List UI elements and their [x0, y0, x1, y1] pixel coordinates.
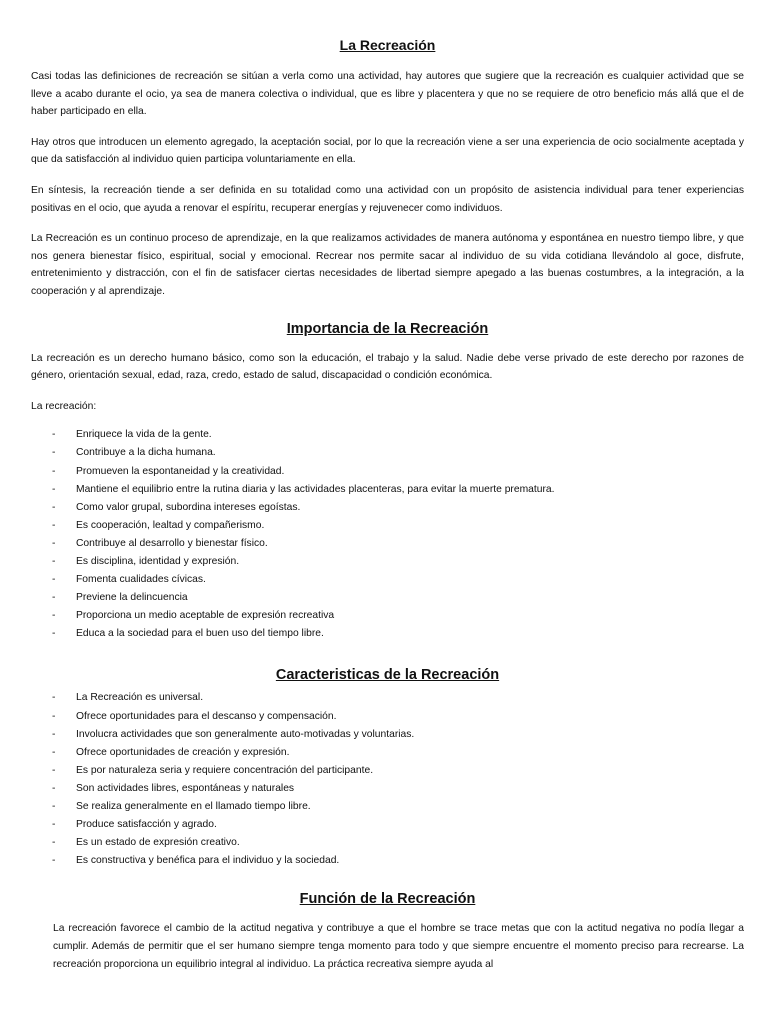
heading-importancia: Importancia de la Recreación — [286, 320, 489, 337]
list-item: - Ofrece oportunidades de creación y expresión. — [31, 744, 744, 762]
paragraph-funcion: La recreación favorece el cambio de la actitud negativa y contribuye a que el hombre se trace metas que con la actitud negativa no podía llegar a cumplir. Además de permitir que el ser humano siempre tenga momento para todo y que siempre encuentre el momento preciso para recrearse. La recreación proporciona un equilibrio integral al individuo. La práctica recreativa siempre ayuda al — [53, 923, 744, 970]
list-item: - Educa a la sociedad para el buen uso del tiempo libre. — [31, 625, 744, 643]
list-item: - Es cooperación, lealtad y compañerismo. — [31, 517, 744, 535]
list-intro: La recreación: — [31, 400, 97, 412]
list-item: - Son actividades libres, espontáneas y naturales — [31, 780, 744, 798]
paragraph-aprendizaje: La Recreación es un continuo proceso de aprendizaje, en la que realizamos actividades de manera autónoma y espontánea en nuestro tiempo libre, y que nos genera bienestar físico, espiritual, social y emocional. Recrear nos permite sacar al individuo de su vida cotidiana llevándolo al goce, disfrute, entretenimiento y distracción, con el fin de satisfacer ciertas necesidades de libertad siempre apegado a las buenas costumbres, a la integración, a la cooperación y al aprendizaje. — [31, 233, 744, 297]
list-item: - Mantiene el equilibrio entre la rutina diaria y las actividades placenteras, para evitar la muerte prematura. — [31, 481, 744, 499]
list-item: - Ofrece oportunidades para el descanso y compensación. — [31, 708, 744, 726]
paragraph-sintesis: En síntesis, la recreación tiende a ser definida en su totalidad como una actividad con un propósito de asistencia individual para tener experiencias positivas en el ocio, que ayuda a renovar el espíritu, recuperar energías y rejuvenecer como individuos. — [31, 184, 744, 214]
list-item: - Fomenta cualidades cívicas. — [31, 571, 744, 589]
list-item: - Contribuye al desarrollo y bienestar físico. — [31, 535, 744, 553]
importancia-list — [31, 426, 744, 643]
list-item: - Produce satisfacción y agrado. — [31, 816, 744, 834]
funcion-section — [31, 920, 744, 973]
document-title: La Recreación — [339, 37, 436, 53]
list-item: - Enriquece la vida de la gente. — [31, 426, 744, 444]
list-item: - Promueven la espontaneidad y la creatividad. — [31, 463, 744, 481]
heading-caracteristicas: Caracteristicas de la Recreación — [275, 667, 500, 684]
list-item: - Como valor grupal, subordina intereses egoístas. — [31, 499, 744, 517]
list-item: - La Recreación es universal. — [31, 689, 744, 707]
list-item: - Contribuye a la dicha humana. — [31, 444, 744, 462]
list-item: - Es constructiva y benéfica para el individuo y la sociedad. — [31, 852, 744, 870]
list-item: - Es disciplina, identidad y expresión. — [31, 553, 744, 571]
caracteristicas-list — [31, 689, 744, 870]
heading-funcion: Función de la Recreación — [299, 891, 476, 908]
list-item: - Previene la delincuencia — [31, 589, 744, 607]
paragraph-aceptacion-social: Hay otros que introducen un elemento agregado, la aceptación social, por lo que la recreación viene a ser una experiencia de ocio socialmente aceptada y que da satisfacción al individuo quien participa voluntariamente en ella. — [31, 136, 744, 166]
list-item: - Es por naturaleza seria y requiere concentración del participante. — [31, 762, 744, 780]
paragraph-definiciones: Casi todas las definiciones de recreación se sitúan a verla como una actividad, hay autores que sugiere que la recreación es cualquier actividad que se lleve a acabo durante el ocio, ya sea de manera colectiva o individual, que es libre y placentera y que no se requiere de otro beneficio más allá que el de haber participado en ella. — [31, 71, 744, 118]
list-item: - Es un estado de expresión creativo. — [31, 834, 744, 852]
list-item: - Se realiza generalmente en el llamado tiempo libre. — [31, 798, 744, 816]
list-item: - Involucra actividades que son generalmente auto-motivadas y voluntarias. — [31, 726, 744, 744]
list-item: - Proporciona un medio aceptable de expresión recreativa — [31, 607, 744, 625]
paragraph-derecho-humano: La recreación es un derecho humano básico, como son la educación, el trabajo y la salud. Nadie debe verse privado de este derecho por razones de género, orientación sexual, edad, raza, credo, estado de salud, discapacidad o condición económica. — [31, 352, 744, 382]
